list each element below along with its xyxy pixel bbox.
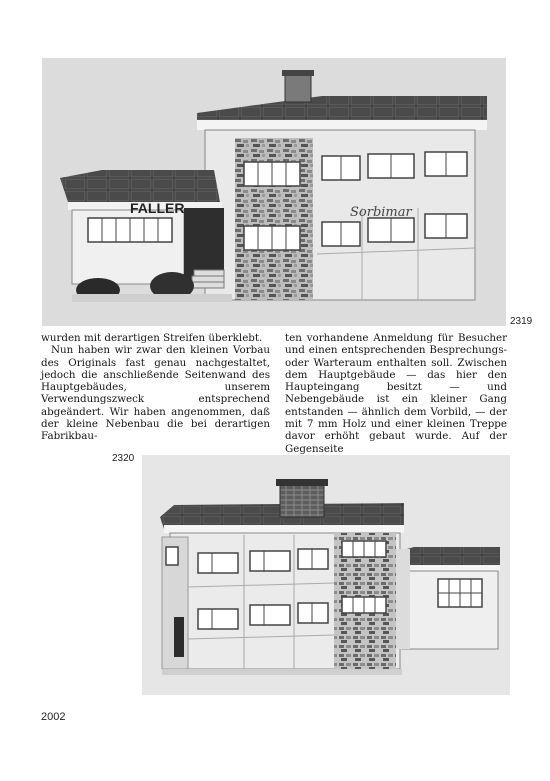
figure-number-2320: 2320 <box>112 453 135 464</box>
faller-sign: FALLER <box>130 200 185 216</box>
figure-number-2319: 2319 <box>510 316 533 327</box>
figure-photo-model-factory-front <box>42 58 506 326</box>
page-number: 2002 <box>41 711 66 723</box>
text-column-left <box>41 332 270 443</box>
paragraph: Nun haben wir zwar den kleinen Vorbau des Originals fast genau nachgestaltet, jedoch die anschließende Seitenwand des Hauptgebäudes, unserem Verwendungszweck entsprechend abgeändert. Wir haben angenommen, daß der kleine Nebenbau die bei derartigen Fabrikbau- <box>41 344 270 443</box>
text-column-right <box>285 332 507 455</box>
paragraph: wurden mit derartigen Streifen überklebt. <box>41 332 263 344</box>
paragraph: ten vorhandene Anmeldung für Besucher und einen entsprechenden Besprechungs- oder Warteraum enthalten soll. Zwischen dem Hauptgebäude — das hier den Haupteingang besitzt — und Nebengebäude ist ein kleiner Gang entstanden — ähnlich dem Vorbild, — der mit 7 mm Holz und einer kleinen Treppe davor erhöht gebaut wurde. Auf der Gegenseite <box>285 332 507 455</box>
script-sign: Sorbimar <box>350 205 412 220</box>
figure-photo-model-factory-rear <box>142 455 510 695</box>
model-building-illustration <box>42 58 506 326</box>
model-building-illustration <box>142 455 510 695</box>
